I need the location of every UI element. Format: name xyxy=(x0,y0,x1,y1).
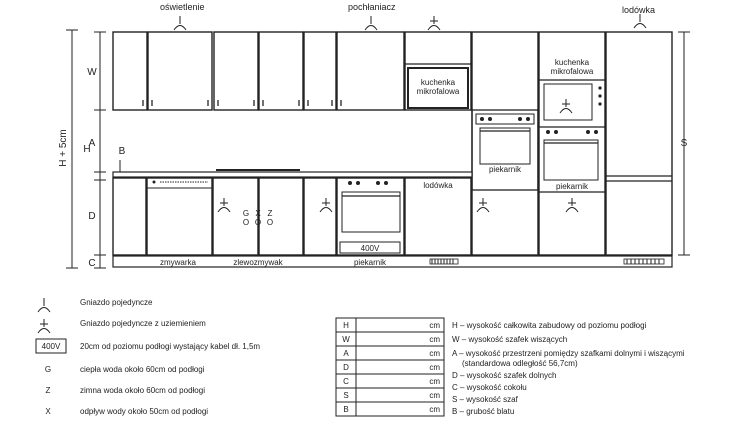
dimensions-table xyxy=(336,318,444,416)
lower-cabinets xyxy=(113,178,471,255)
table-unit: cm xyxy=(429,363,440,372)
socket-single-icon xyxy=(174,16,186,30)
table-key-H: H xyxy=(343,321,349,330)
label-cable-400v: 400V xyxy=(360,244,380,253)
dim-H: H xyxy=(83,144,91,155)
table-key-C: C xyxy=(343,377,349,386)
table-key-S: S xyxy=(343,391,349,400)
tall-column-oven xyxy=(472,32,538,255)
dimensions-descriptions xyxy=(452,321,685,416)
label-water-X: X xyxy=(255,209,261,218)
label-sink: zlewozmywak xyxy=(233,258,283,267)
legend-key-G: G xyxy=(44,365,52,374)
label-hood: pochłaniacz xyxy=(348,2,396,12)
label-oven-column-right: piekarnik xyxy=(555,182,589,191)
legend-key-Z: Z xyxy=(45,386,51,395)
dim-A: A xyxy=(88,138,96,149)
table-key-D: D xyxy=(343,363,349,372)
label-water-Z: Z xyxy=(267,209,273,218)
socket-single-icon xyxy=(38,298,50,312)
table-desc-B: B – grubość blatu xyxy=(452,407,515,416)
plinth xyxy=(113,256,672,267)
label-microwave-built-in-1: kuchenka xyxy=(420,78,456,87)
label-microwave-column-2: mikrofalowa xyxy=(550,67,594,76)
label-water-G: G xyxy=(242,209,250,218)
legend-cable-desc: 20cm od poziomu podłogi wystający kabel dł. 1,5m xyxy=(80,342,261,351)
countertop xyxy=(113,172,472,177)
table-unit: cm xyxy=(429,349,440,358)
socket-ground-icon xyxy=(428,16,440,30)
table-desc-W: W – wysokość szafek wiszących xyxy=(452,335,568,344)
label-lighting: oświetlenie xyxy=(160,2,205,12)
label-fridge-top: lodówka xyxy=(622,5,656,15)
table-desc-H: H – wysokość całkowita zabudowy od poziomu podłogi xyxy=(452,321,647,330)
legend-socket-ground: Gniazdo pojedyncze z uziemieniem xyxy=(80,319,206,328)
dim-S: S xyxy=(680,138,688,149)
dim-C: C xyxy=(88,258,96,269)
dim-W: W xyxy=(87,67,97,78)
legend-cable-box: 400V xyxy=(41,342,61,351)
legend-text-Z: zimna woda około 60cm od podłogi xyxy=(80,386,205,395)
water-outlet-Z: O xyxy=(266,218,274,227)
water-outlet-G: O xyxy=(242,218,250,227)
tall-column-fridge xyxy=(606,32,672,255)
table-desc-C: C – wysokość cokołu xyxy=(452,383,527,392)
table-key-B: B xyxy=(343,405,349,414)
table-note-A: (standardowa odległość 56,7cm) xyxy=(462,359,578,368)
table-desc-D: D – wysokość szafek dolnych xyxy=(452,371,557,380)
legend-text-G: ciepła woda około 60cm od podłogi xyxy=(80,365,205,374)
dim-D: D xyxy=(88,211,96,222)
dim-H-plus-5: H + 5cm xyxy=(58,129,69,167)
legend-socket-single: Gniazdo pojedyncze xyxy=(80,298,153,307)
legend-key-X: X xyxy=(45,407,51,416)
table-unit: cm xyxy=(429,335,440,344)
table-key-W: W xyxy=(342,335,350,344)
legend-text-X: odpływ wody około 50cm od podłogi xyxy=(80,407,209,416)
table-desc-A: A – wysokość przestrzeni pomiędzy szafkami dolnymi i wiszącymi xyxy=(452,349,685,358)
label-microwave-column-1: kuchenka xyxy=(554,58,590,67)
water-connections xyxy=(243,209,273,227)
label-fridge-mid: lodówka xyxy=(423,181,453,190)
socket-single-icon xyxy=(634,14,646,28)
label-oven-column: piekarnik xyxy=(488,165,522,174)
label-microwave-built-in-2: mikrofalowa xyxy=(416,87,460,96)
socket-single-icon xyxy=(365,16,377,30)
table-unit: cm xyxy=(429,405,440,414)
label-dishwasher: zmywarka xyxy=(159,258,197,267)
table-unit: cm xyxy=(429,391,440,400)
legend xyxy=(36,298,260,416)
label-oven-base: piekarnik xyxy=(353,258,387,267)
table-unit: cm xyxy=(429,321,440,330)
water-outlet-X: O xyxy=(254,218,262,227)
table-unit: cm xyxy=(429,377,440,386)
dim-B: B xyxy=(118,146,126,157)
table-key-A: A xyxy=(343,349,349,358)
upper-cabinets xyxy=(113,32,471,110)
socket-ground-icon xyxy=(38,319,50,333)
table-desc-S: S – wysokość szaf xyxy=(452,395,518,404)
